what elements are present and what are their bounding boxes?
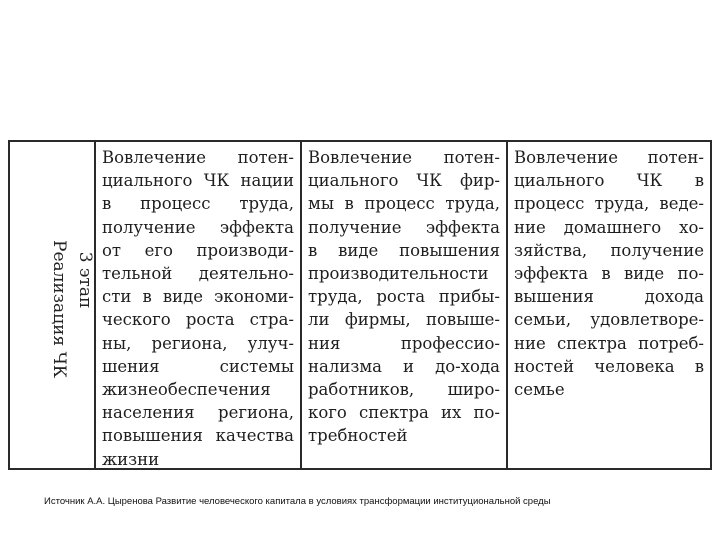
cell-line: эффекта в виде по- (514, 264, 704, 284)
cell-line: циального ЧК фир- (308, 171, 500, 191)
cell-line: жизни (102, 449, 160, 469)
cell-line: шения системы (102, 356, 294, 376)
cell-line: работников, широ- (308, 380, 500, 400)
cell-line: производительности (308, 264, 489, 284)
cell-line: нализма и до-хода (308, 356, 500, 376)
cell-line: циального ЧК нации (102, 171, 294, 191)
table-divider-3 (506, 140, 508, 470)
cell-line: Вовлечение потен- (102, 148, 294, 167)
cell-line: Вовлечение потен- (514, 148, 704, 167)
cell-line: Вовлечение потен- (308, 148, 500, 167)
cell-line: труда, роста прибы- (308, 287, 500, 307)
cell-line: ние домашнего хо- (514, 217, 704, 237)
cell-nation-level (102, 146, 294, 471)
table-top-border (8, 140, 712, 142)
source-caption: Источник А.А. Цыренова Развитие человеческого капитала в условиях трансформации институциональной среды (44, 496, 551, 507)
cell-line: ния профессио- (308, 333, 500, 353)
cell-line: ностей человека в (514, 356, 704, 376)
cell-line: ли фирмы, повыше- (308, 310, 500, 330)
cell-line: кого спектра их по- (308, 403, 500, 423)
cell-line: семье (514, 380, 565, 400)
cell-line: сти в виде экономи- (102, 287, 294, 307)
cell-firm-level (308, 146, 500, 448)
cell-line: тельной деятельно- (102, 264, 294, 284)
stage-label (42, 240, 98, 378)
cell-line: в виде повышения (308, 240, 500, 260)
cell-line: циального ЧК в (514, 171, 704, 191)
cell-line: населения региона, (102, 403, 294, 423)
cell-line: получение эффекта (308, 217, 500, 237)
cell-line: в процесс труда, (102, 194, 294, 214)
cell-line: требностей (308, 426, 408, 446)
cell-line: от его производи- (102, 240, 294, 260)
cell-line: повышения качества (102, 426, 294, 446)
cell-line: ческого роста стра- (102, 310, 294, 330)
cell-household-level (514, 146, 704, 401)
cell-line: семьи, удовлетворе- (514, 310, 704, 330)
cell-line: зяйства, получение (514, 240, 704, 260)
cell-line: получение эффекта (102, 217, 294, 237)
table-divider-2 (300, 140, 302, 470)
stage-number: 3 этап (75, 251, 95, 309)
realization-stage-table (8, 140, 712, 470)
cell-line: мы в процесс труда, (308, 194, 500, 214)
cell-line: ны, региона, улуч- (102, 333, 294, 353)
table-border-left (8, 140, 10, 470)
cell-line: ние спектра потреб- (514, 333, 704, 353)
cell-line: процесс труда, веде- (514, 194, 704, 214)
stage-title: Реализация ЧК (49, 240, 69, 378)
cell-line: вышения дохода (514, 287, 704, 307)
cell-line: жизнеобеспечения (102, 380, 271, 400)
table-border-right (710, 140, 712, 470)
